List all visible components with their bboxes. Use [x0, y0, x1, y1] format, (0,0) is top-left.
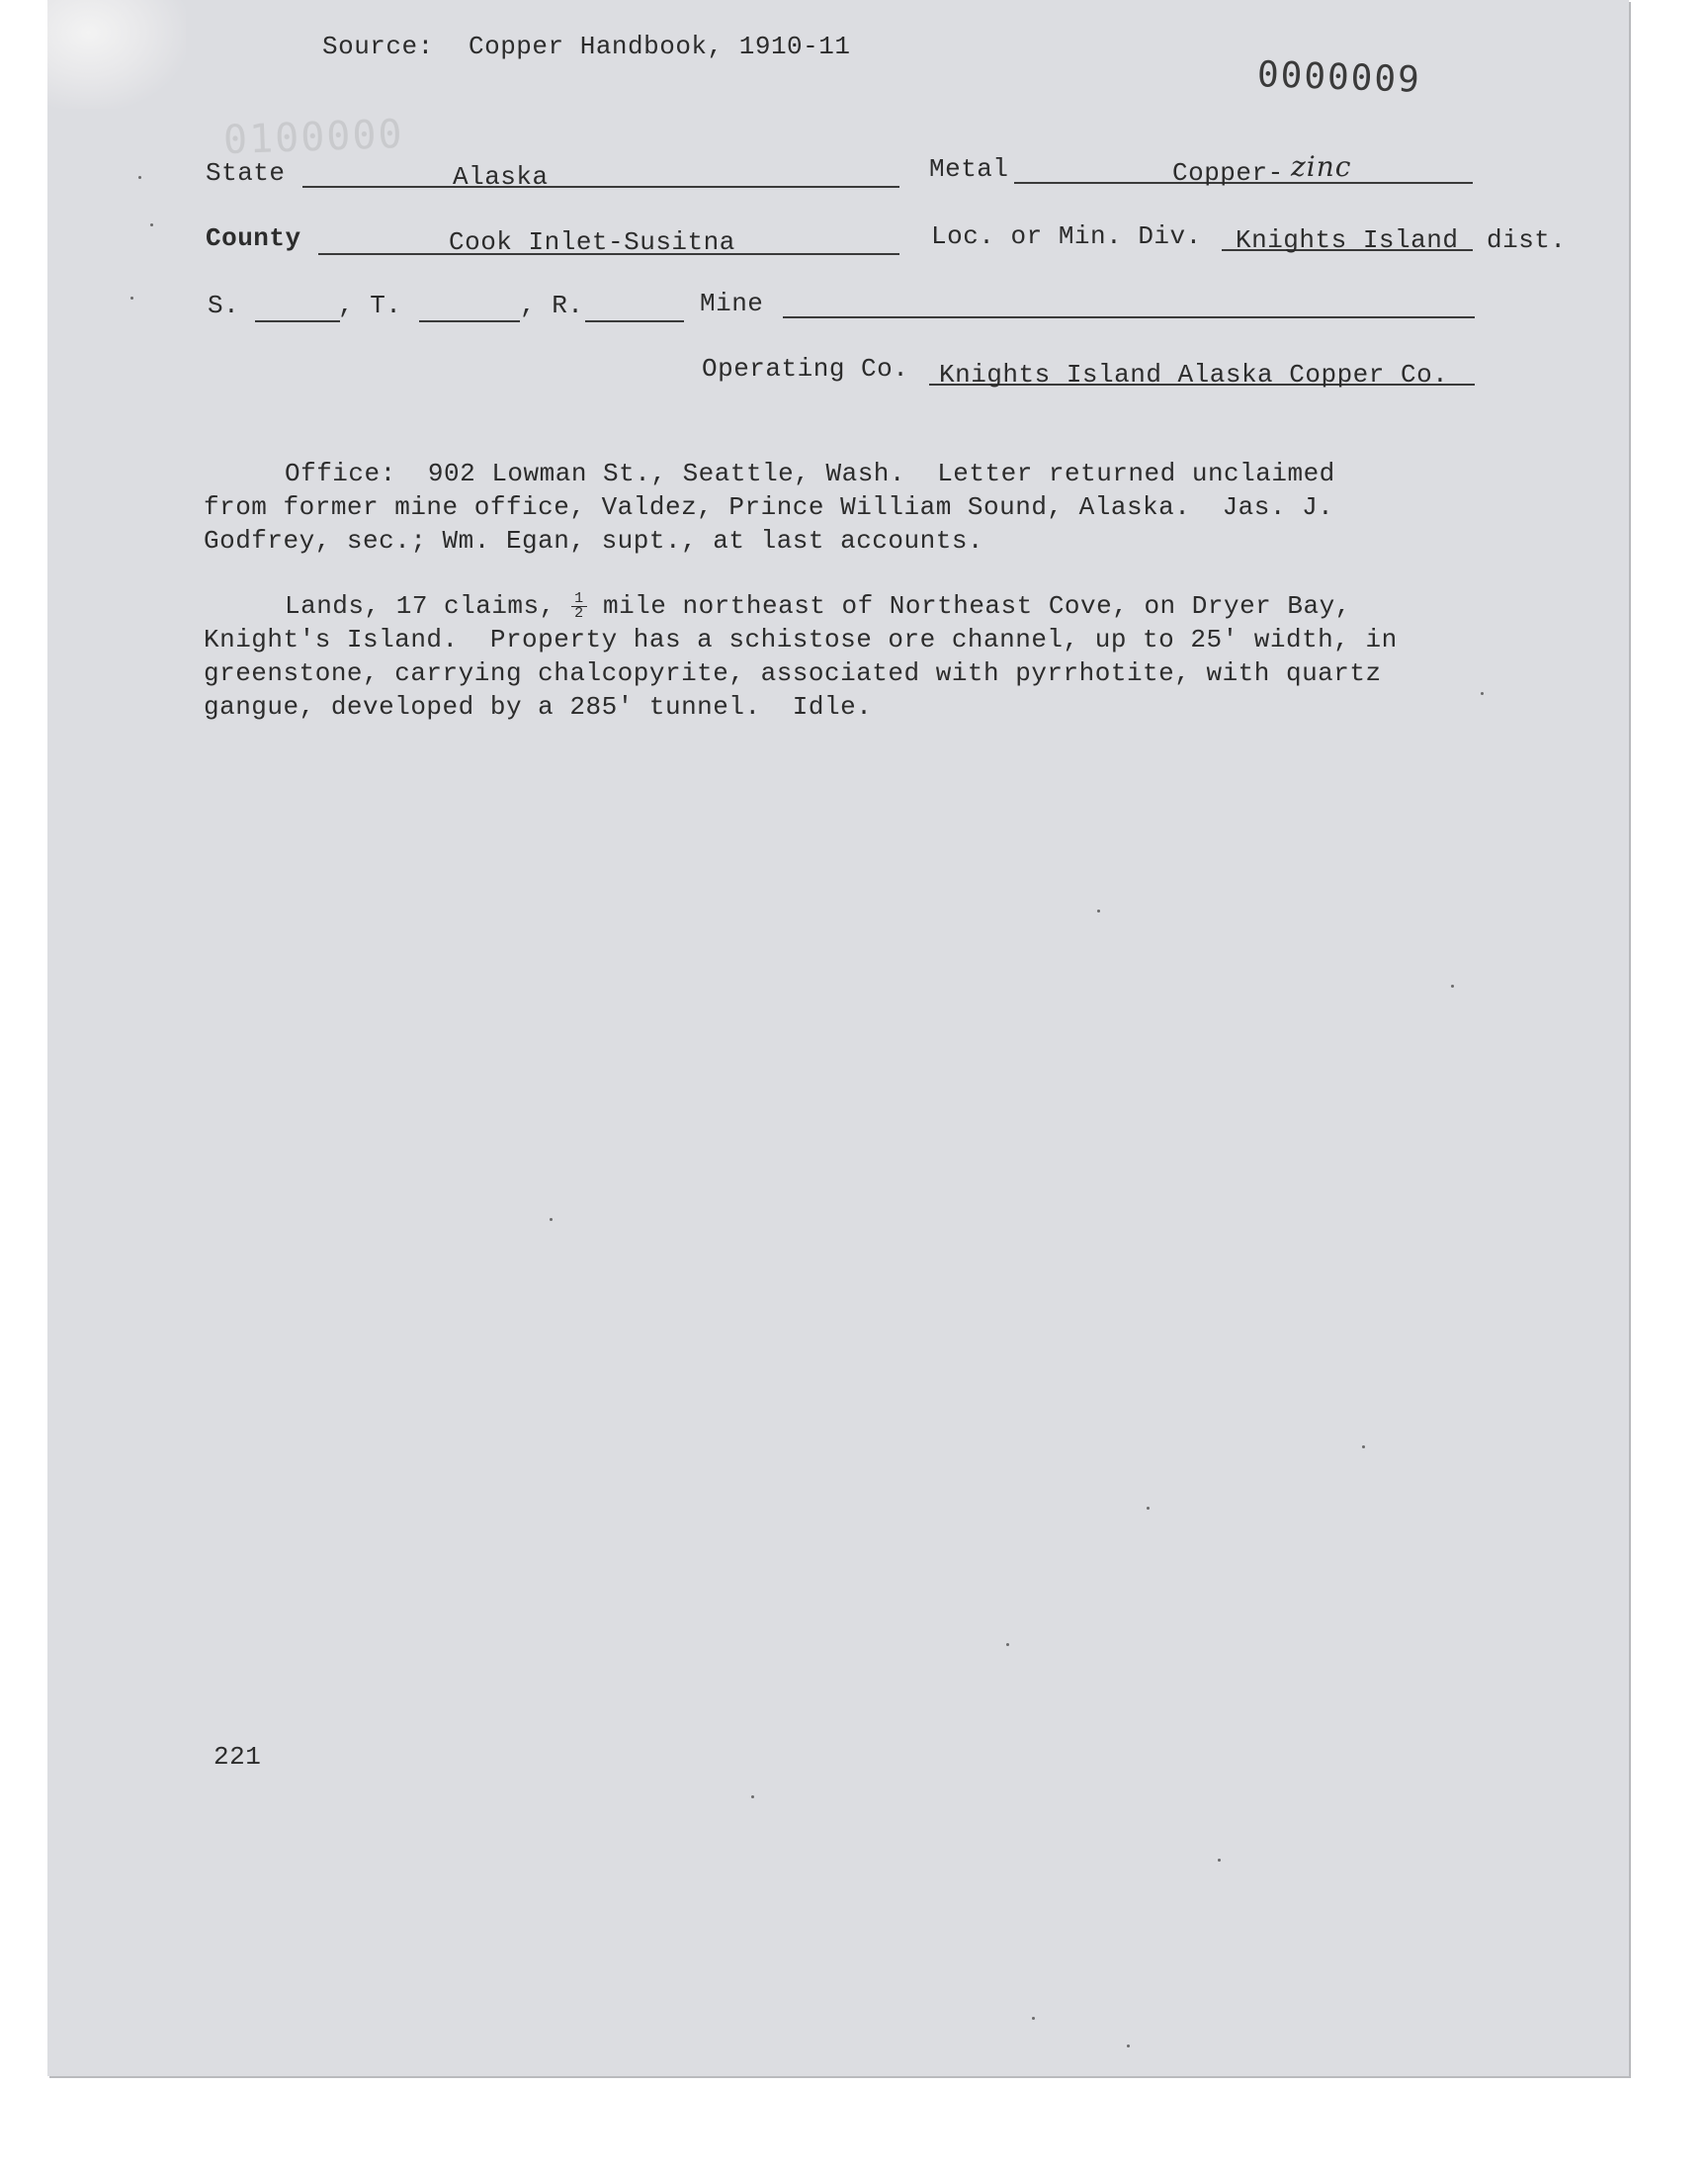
para2-line1-start: Lands, 17 claims, [285, 591, 571, 621]
scan-speck [150, 223, 153, 226]
faint-stamp: 0100000 [222, 111, 405, 164]
stamp-number: 0000009 [1256, 54, 1422, 101]
loc-suffix: dist. [1487, 225, 1567, 255]
scan-speck [550, 1218, 553, 1221]
para1-line3: Godfrey, sec.; Wm. Egan, supt., at last accounts. [204, 526, 984, 556]
page-number: 221 [214, 1742, 262, 1772]
para1-line2: from former mine office, Valdez, Prince William Sound, Alaska. Jas. J. [204, 492, 1334, 522]
para2-line3: greenstone, carrying chalcopyrite, associated with pyrrhotite, with quartz [204, 658, 1382, 688]
fraction-denominator: 2 [574, 604, 584, 622]
scan-speck [1147, 1507, 1150, 1510]
scan-speck [130, 297, 133, 300]
loc-label: Loc. or Min. Div. [931, 221, 1202, 251]
state-label: State [206, 158, 286, 188]
state-underline [302, 186, 899, 188]
state-value: Alaska [453, 162, 549, 192]
para2-line4: gangue, developed by a 285' tunnel. Idle. [204, 692, 873, 722]
para1-line1: Office: 902 Lowman St., Seattle, Wash. Letter returned unclaimed [285, 459, 1335, 488]
scan-speck [1127, 2044, 1130, 2047]
source-value: Copper Handbook, 1910-11 [469, 32, 851, 61]
scan-speck [138, 176, 141, 179]
fraction-numerator: 1 [571, 592, 587, 607]
source-label: Source: [322, 32, 434, 61]
document-page [47, 0, 1629, 2076]
paper-stain [47, 0, 186, 109]
para2-line2: Knight's Island. Property has a schistose ore channel, up to 25' width, in [204, 625, 1398, 654]
township-label: , T. [338, 291, 402, 320]
mine-underline [783, 316, 1475, 318]
range-label: , R. [520, 291, 584, 320]
mine-label: Mine [700, 289, 764, 318]
range-underline [585, 320, 684, 322]
scan-speck [1032, 2017, 1035, 2020]
operating-label: Operating Co. [702, 354, 909, 384]
scan-speck [1006, 1643, 1009, 1646]
scan-speck [1481, 692, 1484, 695]
half-fraction [571, 589, 587, 622]
operating-value: Knights Island Alaska Copper Co. [939, 360, 1449, 390]
section-label: S. [208, 291, 240, 320]
scan-speck [751, 1795, 754, 1798]
township-underline [419, 320, 520, 322]
county-value: Cook Inlet-Susitna [449, 227, 735, 257]
scan-speck [1097, 910, 1100, 913]
metal-value: Copper- [1172, 158, 1284, 188]
scan-speck [1451, 985, 1454, 988]
scan-speck [1218, 1859, 1221, 1862]
para2-line1-end: mile northeast of Northeast Cove, on Dryer Bay, [586, 591, 1351, 621]
metal-label: Metal [929, 154, 1009, 184]
county-label: County [206, 223, 301, 253]
para2-line1 [285, 589, 1351, 623]
loc-value: Knights Island [1236, 225, 1459, 255]
scan-speck [1362, 1445, 1365, 1448]
section-underline [255, 320, 340, 322]
metal-handwritten: zinc [1291, 150, 1352, 183]
